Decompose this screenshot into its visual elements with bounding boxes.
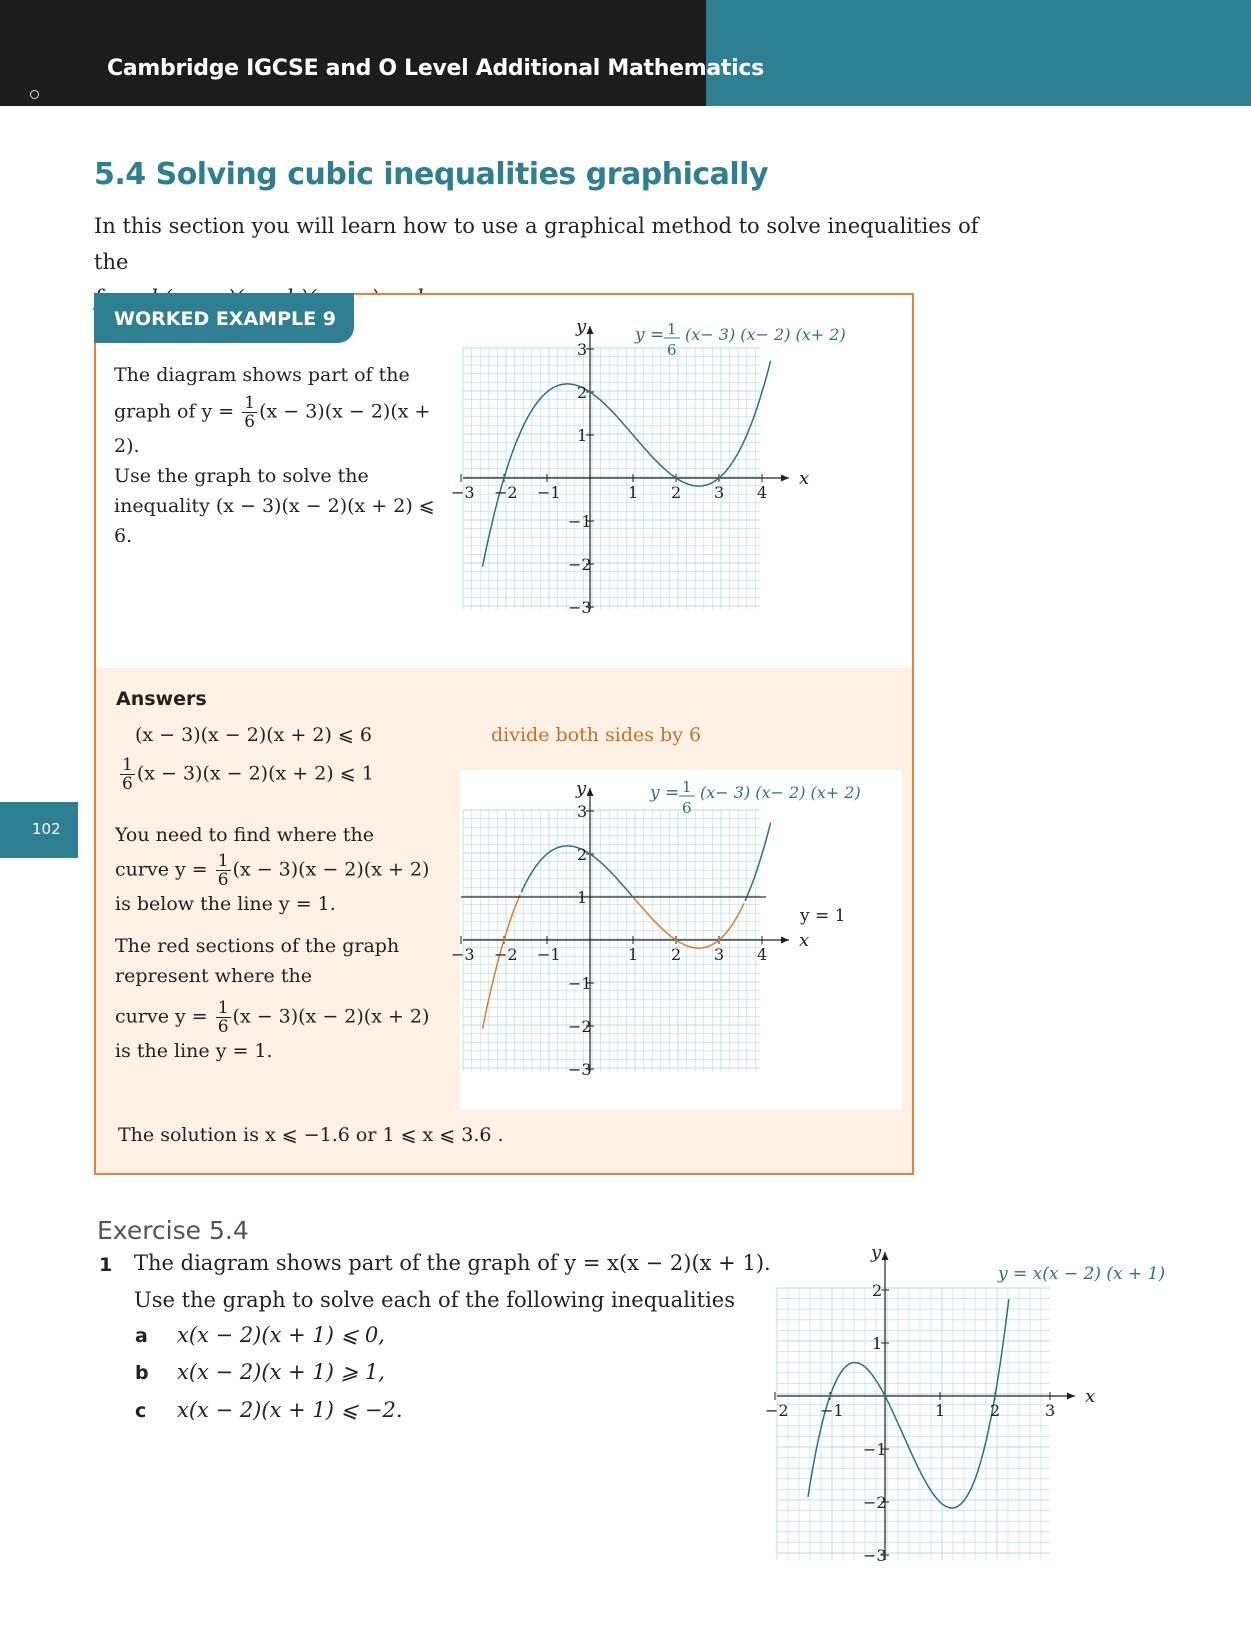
question-eq-pre: graph of y = — [114, 400, 241, 423]
axes — [461, 326, 789, 609]
x-tick-label: 1 — [935, 1401, 946, 1420]
answer-line-2 — [118, 756, 374, 793]
x-tick-label: −3 — [451, 945, 475, 964]
fraction-num: 1 — [217, 998, 229, 1018]
line-label: y = 1 — [800, 906, 846, 926]
book-title: Cambridge IGCSE and O Level Additional Mathematics — [107, 56, 764, 81]
exercise-title: Exercise 5.4 — [97, 1216, 249, 1245]
x-tick-label: −1 — [820, 1401, 844, 1420]
explanation-line-4: The red sections of the graph — [115, 935, 400, 957]
header-bar — [0, 0, 706, 106]
y-axis-arrow — [882, 1252, 889, 1260]
question-eq-post: (x − 3)(x − 2)(x + 2). — [114, 400, 431, 457]
y-tick-label: 3 — [577, 802, 588, 821]
y-tick-label: −3 — [568, 598, 592, 617]
y-tick-label: 2 — [577, 845, 588, 864]
axes — [461, 788, 789, 1071]
answers-title: Answers — [116, 688, 207, 710]
part-b-text: x(x − 2)(x + 1) ⩾ 1, — [177, 1360, 385, 1384]
x-tick-label: 4 — [757, 483, 768, 502]
part-a-label: a — [135, 1325, 148, 1347]
x-tick-label: 1 — [628, 483, 639, 502]
fraction — [242, 394, 257, 431]
answer-eq: (x − 3)(x − 2)(x + 2) ⩽ 1 — [136, 762, 374, 785]
y-axis-arrow — [587, 326, 594, 334]
intro-line-1: In this section you will learn how to use a graphical method to solve inequalities of the — [94, 214, 979, 274]
x-axis-label: x — [799, 930, 810, 951]
y-tick-label: 1 — [872, 1334, 883, 1353]
question-line-4: inequality (x − 3)(x − 2)(x + 2) ⩽ 6. — [114, 495, 435, 547]
graph-cubic — [451, 316, 905, 642]
explanation-text — [115, 820, 435, 1066]
fraction-num: 1 — [244, 393, 256, 413]
y-tick-label: 1 — [577, 426, 588, 445]
y-tick-label: −2 — [568, 555, 592, 574]
x-axis-label: x — [1085, 1386, 1096, 1407]
y-tick-label: −2 — [568, 1017, 592, 1036]
header-accent — [706, 0, 1251, 106]
fraction-den: 6 — [217, 1017, 229, 1037]
header-dot — [30, 90, 39, 99]
explanation-line-1: You need to find where the — [115, 824, 374, 846]
graph-title-frac-den: 6 — [682, 799, 692, 817]
part-c-label: c — [135, 1400, 147, 1422]
page-number: 102 — [32, 820, 61, 838]
part-b-label: b — [135, 1362, 149, 1384]
x-tick-label: 3 — [1045, 1401, 1056, 1420]
question-1-line-2: Use the graph to solve each of the following inequalities — [134, 1288, 735, 1312]
section-title: 5.4 Solving cubic inequalities graphically — [94, 157, 769, 192]
explanation-eq-post: (x − 3)(x − 2)(x + 2) — [232, 1005, 430, 1028]
fraction-den: 6 — [217, 870, 229, 890]
explanation-line-2 — [115, 852, 435, 889]
fraction-den: 6 — [122, 774, 133, 794]
y-axis-arrow — [587, 788, 594, 796]
x-tick-label: −1 — [537, 945, 561, 964]
graph-cubic-with-line — [451, 778, 905, 1104]
x-axis-arrow — [781, 937, 789, 944]
graph-title-frac-num: 1 — [667, 320, 677, 338]
explanation-eq-pre: curve y = — [115, 858, 214, 881]
explanation-line-5: represent where the — [115, 965, 312, 987]
y-tick-label: −2 — [863, 1493, 887, 1512]
graph-title-label: (x− 3) (x− 2) (x+ 2) — [685, 325, 846, 344]
y-tick-label: −1 — [568, 974, 592, 993]
question-1-line-1: The diagram shows part of the graph of y = x(x − 2)(x + 1). — [134, 1251, 771, 1275]
y-tick-label: −1 — [568, 512, 592, 531]
tick-labels — [765, 1242, 1095, 1565]
x-tick-label: 3 — [714, 483, 725, 502]
explanation-line-7: is the line y = 1. — [115, 1040, 273, 1062]
explanation-eq-post: (x − 3)(x − 2)(x + 2) — [232, 858, 430, 881]
question-line-2 — [114, 394, 454, 461]
x-tick-label: −2 — [494, 945, 518, 964]
question-line-1: The diagram shows part of the — [114, 364, 410, 386]
x-axis-arrow — [781, 475, 789, 482]
x-tick-label: 2 — [671, 945, 682, 964]
answer-line-1: (x − 3)(x − 2)(x + 2) ⩽ 6 — [135, 724, 372, 746]
part-a-text: x(x − 2)(x + 1) ⩽ 0, — [177, 1323, 385, 1347]
y-tick-label: 2 — [577, 383, 588, 402]
y-tick-label: −3 — [568, 1060, 592, 1079]
grid — [777, 1288, 1050, 1560]
y-axis-label: y — [871, 1242, 882, 1263]
worked-example-label: WORKED EXAMPLE 9 — [114, 308, 336, 330]
y-tick-label: 2 — [872, 1281, 883, 1300]
fraction-num: 1 — [122, 755, 133, 775]
fraction-num: 1 — [217, 851, 229, 871]
x-axis-arrow — [1067, 1393, 1075, 1400]
explanation-line-3: is below the line y = 1. — [115, 893, 336, 915]
x-tick-label: −3 — [451, 483, 475, 502]
fraction — [120, 756, 135, 793]
graph-exercise — [765, 1238, 1210, 1578]
curve — [461, 823, 771, 1029]
explanation-line-6 — [115, 999, 435, 1036]
x-tick-label: 1 — [628, 945, 639, 964]
graph-title-label: (x− 3) (x− 2) (x+ 2) — [700, 783, 861, 802]
x-tick-label: −2 — [494, 483, 518, 502]
question-line-3: Use the graph to solve the — [114, 465, 369, 487]
x-tick-label: 3 — [714, 945, 725, 964]
graph-title-y: y = — [650, 783, 680, 803]
x-tick-label: −2 — [765, 1401, 789, 1420]
graph-title-frac-num: 1 — [682, 778, 692, 796]
fraction — [216, 999, 231, 1036]
question-text — [114, 360, 454, 551]
graph-title-y: y = — [635, 325, 665, 345]
part-c-text: x(x − 2)(x + 1) ⩽ −2. — [177, 1398, 403, 1422]
x-axis-label: x — [799, 468, 810, 489]
explanation-eq-pre: curve y = — [115, 1005, 214, 1028]
question-number: 1 — [99, 1254, 113, 1276]
y-tick-label: 3 — [577, 340, 588, 359]
y-axis-label: y — [576, 778, 587, 799]
x-tick-label: 2 — [671, 483, 682, 502]
y-axis-label: y — [576, 316, 587, 337]
graph-title-frac-den: 6 — [667, 341, 677, 359]
fraction — [216, 852, 231, 889]
y-tick-label: −1 — [863, 1440, 887, 1459]
y-tick-label: −3 — [863, 1546, 887, 1565]
fraction-den: 6 — [244, 412, 256, 432]
x-tick-label: 2 — [990, 1401, 1001, 1420]
y-tick-label: 1 — [577, 888, 588, 907]
note-divide: divide both sides by 6 — [491, 724, 702, 746]
x-tick-label: −1 — [537, 483, 561, 502]
graph-title-label: y = x(x − 2) (x + 1) — [998, 1264, 1166, 1284]
solution: The solution is x ⩽ −1.6 or 1 ⩽ x ⩽ 3.6 . — [118, 1124, 504, 1146]
x-tick-label: 4 — [757, 945, 768, 964]
